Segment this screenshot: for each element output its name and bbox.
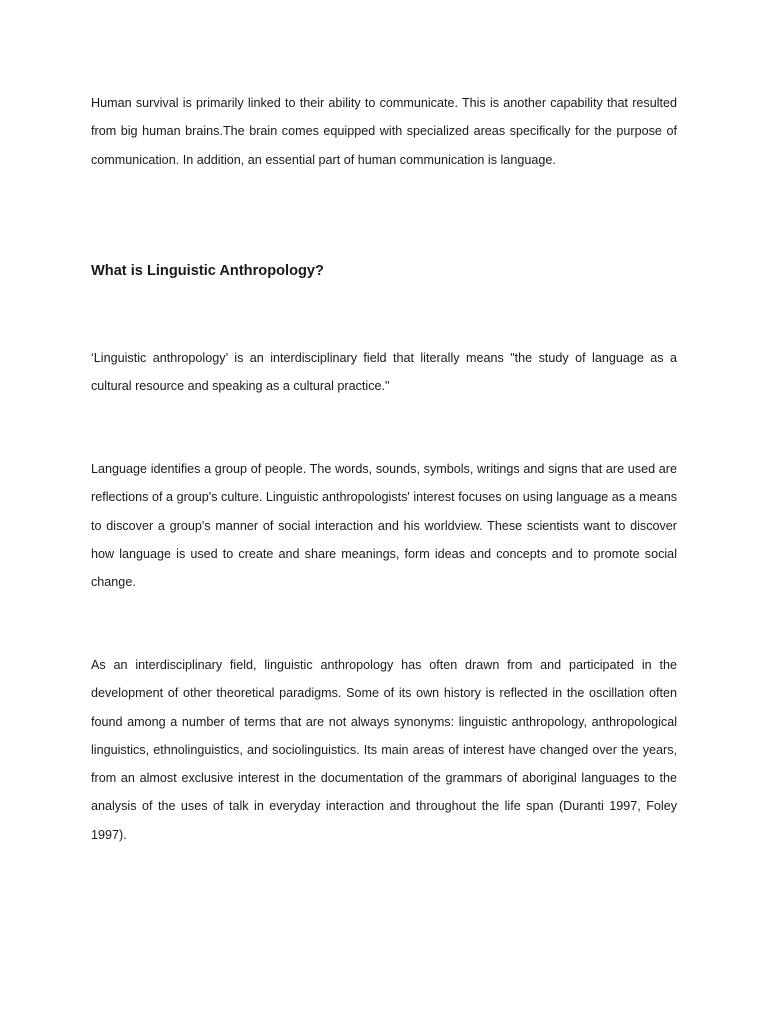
section-heading: What is Linguistic Anthropology? [91,263,324,279]
paragraph-history: As an interdisciplinary field, linguistic anthropology has often drawn from and participated in the development of other theoretical paradigms. Some of its own history is reflected in the oscillation often found among a number of terms that are not always synonyms: linguistic anthropology, anthropological linguistics, ethnolinguistics, and sociolinguistics. Its main areas of interest have changed over the years, from an almost exclusive interest in the documentation of the grammars of aboriginal languages to the analysis of the uses of talk in everyday interaction and throughout the life span (Duranti 1997, Foley 1997). [91,658,677,842]
paragraph-language-identity: Language identifies a group of people. The words, sounds, symbols, writings and signs that are used are reflections of a group's culture. Linguistic anthropologists' interest focuses on using language as a means to discover a group's manner of social interaction and his worldview. These scientists want to discover how language is used to create and share meanings, form ideas and concepts and to promote social change. [91,462,677,590]
paragraph-intro: Human survival is primarily linked to their ability to communicate. This is another capability that resulted from big human brains.The brain comes equipped with specialized areas specifically for the purpose of communication. In addition, an essential part of human communication is language. [91,96,677,167]
paragraph-definition: ‘Linguistic anthropology’ is an interdisciplinary field that literally means "the study of language as a cultural resource and speaking as a cultural practice." [91,351,677,394]
